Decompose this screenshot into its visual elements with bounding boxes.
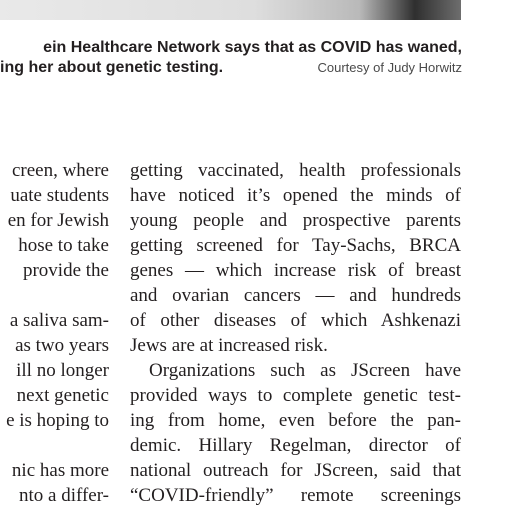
photo-image — [0, 0, 461, 20]
left-line: a saliva sam- — [9, 310, 109, 331]
left-line: en for Jewish — [7, 210, 109, 231]
left-line: uate students — [10, 185, 109, 206]
photo-credit: Courtesy of Judy Horwitz — [317, 60, 462, 75]
right-line: getting vaccinated, health professionals — [130, 160, 461, 181]
left-line: as two years — [15, 335, 109, 356]
right-line: getting screened for Tay-Sachs, BRCA — [130, 235, 461, 256]
right-line: Jews are at increased risk. — [130, 335, 328, 356]
left-line: nic has more — [11, 460, 109, 481]
right-line: of other diseases of which Ashkenazi — [130, 310, 461, 331]
left-line: hose to take — [18, 235, 109, 256]
left-column — [0, 158, 109, 508]
left-line: ill no longer — [16, 360, 109, 381]
right-line: national outreach for JScreen, said that — [130, 460, 461, 481]
caption-line-2 — [0, 58, 462, 78]
right-column — [130, 158, 461, 508]
right-line: demic. Hillary Regelman, director of — [130, 435, 461, 456]
right-line: ing from home, even before the pan- — [130, 410, 461, 431]
right-line: genes — which increase risk of breast — [130, 260, 461, 281]
caption-line-2-text: ing her about genetic testing. — [0, 59, 224, 76]
left-line: creen, where — [11, 160, 109, 181]
right-line: and ovarian cancers — and hundreds — [130, 285, 461, 306]
right-line: Organizations such as JScreen have — [149, 360, 461, 381]
right-line: young people and prospective parents — [130, 210, 461, 231]
right-line: have noticed it’s opened the minds of — [130, 185, 461, 206]
left-line: nto a differ- — [18, 485, 109, 506]
left-line: provide the — [22, 260, 109, 281]
photo-caption — [0, 38, 462, 78]
left-line — [0, 433, 109, 458]
left-line: e is hoping to — [6, 410, 109, 431]
caption-line-1: ein Healthcare Network says that as COVID has waned, — [43, 39, 462, 56]
right-line: provided ways to complete genetic test- — [130, 385, 461, 406]
right-line: “COVID-friendly” remote screenings — [130, 485, 461, 506]
left-line: next genetic — [16, 385, 109, 406]
left-line — [0, 283, 109, 308]
